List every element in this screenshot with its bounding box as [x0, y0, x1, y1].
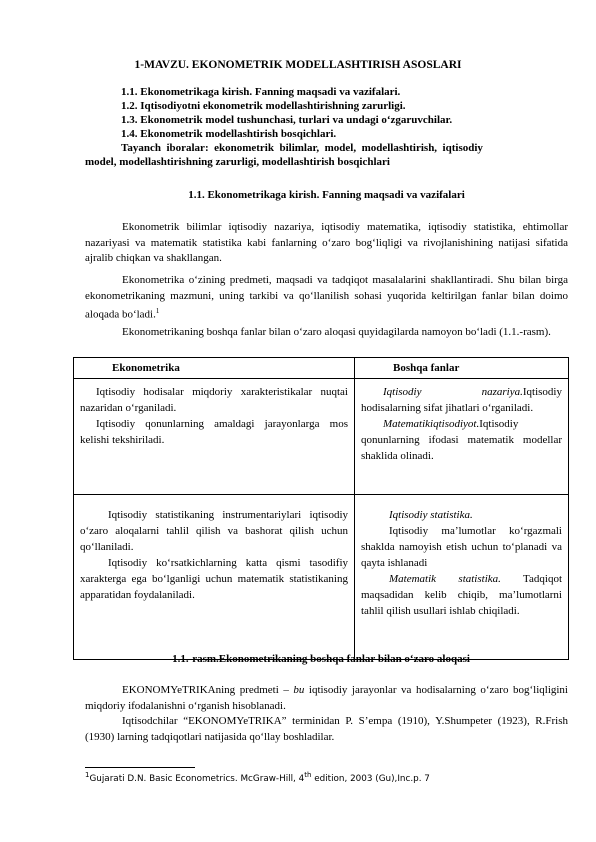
- cell-paragraph: Iqtisodiy statistika.: [389, 509, 473, 521]
- paragraph-2: [85, 273, 568, 323]
- cell-paragraph: Iqtisodiy ko‘rsatkichlarning katta qismi tasodifiy xarakterga ega bo‘lganligi uchun matematik statistikaning apparatidan foydalaniladi.: [80, 557, 348, 601]
- footnote-ref: 1: [155, 307, 160, 315]
- discipline-name: Iqtisodiy nazariya.: [383, 386, 523, 398]
- header-other-sciences: Boshqa fanlar: [355, 358, 569, 379]
- cell-paragraph: Iqtisodiy hodisalar miqdoriy xarakteristikalar nuqtai nazaridan o‘rganiladi.: [80, 386, 348, 414]
- cell-paragraph: Iqtisodiy ma’lumotlar ko‘rgazmali shaklda namoyish etish uchun to‘planadi va qayta ishlanadi: [361, 525, 562, 569]
- table-row: [74, 495, 569, 660]
- table-cell: [355, 495, 569, 660]
- discipline-description: Iqtisodiy hodisalarning sifat jihatlari o‘rganiladi.: [361, 386, 562, 414]
- table-cell: [74, 495, 355, 660]
- footnote-separator: [85, 767, 195, 768]
- cell-paragraph: [361, 571, 562, 619]
- table-cell: [355, 379, 569, 495]
- relations-table: [73, 357, 569, 660]
- footnote-text-start: Gujarati D.N. Basic Econometrics. McGraw-Hill, 4: [89, 773, 305, 784]
- table-header-row: [74, 358, 569, 379]
- paragraph-4-italic: bu: [293, 684, 305, 696]
- footnote-text-end: edition, 2003 (Gu),Inc.p. 7: [311, 773, 430, 784]
- discipline-name: Matematik statistika.: [389, 573, 501, 585]
- toc-item-4: 1.4. Ekonometrik modellashtirish bosqichlari.: [121, 128, 337, 140]
- paragraph-5: Iqtisodchilar “EKONOMYeTRIKA” terminidan P. S’empa (1910), Y.Shumpeter (1923), R.Frish (1930) larning tadqiqotlari natijasida qo‘llay boshladilar.: [85, 715, 568, 743]
- discipline-description: Iqtisodiy qonunlarning ifodasi matematik modellar shaklida olinadi.: [361, 418, 562, 462]
- discipline-description: Tadqiqot maqsadidan kelib chiqib, ma’lumotlarni tahlil qilish usullari ishlab chiqiladi.: [361, 573, 563, 617]
- toc-item-1: 1.1. Ekonometrikaga kirish. Fanning maqsadi va vazifalari.: [121, 86, 401, 98]
- section-heading: 1.1. Ekonometrikaga kirish. Fanning maqsadi va vazifalari: [188, 189, 465, 201]
- keywords-line-1: Tayanch iboralar: ekonometrik bilimlar, model, modellashtirish, iqtisodiy: [121, 142, 483, 154]
- page-title: 1-MAVZU. EKONOMETRIK MODELLASHTIRISH ASOSLARI: [134, 59, 462, 71]
- paragraph-4-start: EKONOMYeTRIKAning predmeti –: [122, 684, 294, 696]
- figure-caption: 1.1.-rasm.Ekonometrikaning boshqa fanlar bilan o‘zaro aloqasi: [172, 653, 470, 665]
- paragraph-2-text: Ekonometrika o‘zining predmeti, maqsadi va tadqiqot masalalarini shakllantiradi. Shu bilan birga ekonometrikaning mazmuni, uning tarkibi va qo‘llanilish sohasi yuqorida keltirilgan fanlar bilan doimo aloqada bo‘ladi.: [85, 274, 568, 321]
- paragraph-1: Ekonometrik bilimlar iqtisodiy nazariya, iqtisodiy matematika, iqtisodiy statistika, ehtimollar nazariyasi va matematik statistika kabi fanlarning o‘zaro bog‘liqligi va rivojlanishining natijasi sifatida ajralib chiqkan va shakllangan.: [85, 221, 568, 264]
- footnote-text-sup: th: [304, 771, 312, 779]
- table-row: [74, 379, 569, 495]
- header-econometrics: Ekonometrika: [74, 358, 355, 379]
- table-cell: [74, 379, 355, 495]
- discipline-name: Matematikiqtisodiyot.: [383, 418, 480, 430]
- toc-item-3: 1.3. Ekonometrik model tushunchasi, turlari va undagi o‘zgaruvchilar.: [121, 114, 453, 126]
- toc-item-2: 1.2. Iqtisodiyotni ekonometrik modellashtirishning zarurligi.: [121, 100, 406, 112]
- footnote-marker: 1: [85, 771, 90, 779]
- cell-paragraph: [361, 416, 562, 464]
- paragraph-4: [85, 683, 568, 714]
- footnote: [85, 771, 430, 784]
- keywords-line-2: model, modellashtirishning zarurligi, modellashtirish bosqichlari: [85, 156, 390, 168]
- cell-paragraph: Iqtisodiy statistikaning instrumentariylari iqtisodiy o‘zaro aloqalarni tahlil qilish va bashorat qilish uchun qo‘llaniladi.: [80, 509, 348, 553]
- paragraph-3: Ekonometrikaning boshqa fanlar bilan o‘zaro aloqasi quyidagilarda namoyon bo‘ladi (1.1.-rasm).: [122, 326, 551, 338]
- cell-paragraph: Iqtisodiy qonunlarning amaldagi jarayonlarga mos kelishi tekshiriladi.: [80, 418, 348, 446]
- cell-paragraph: [361, 384, 562, 416]
- paragraph-4-end: iqtisodiy jarayonlar va hodisalarning o‘zaro bog‘liqligini miqdoriy ifodalanishni o‘rganish hisoblanadi.: [85, 684, 568, 712]
